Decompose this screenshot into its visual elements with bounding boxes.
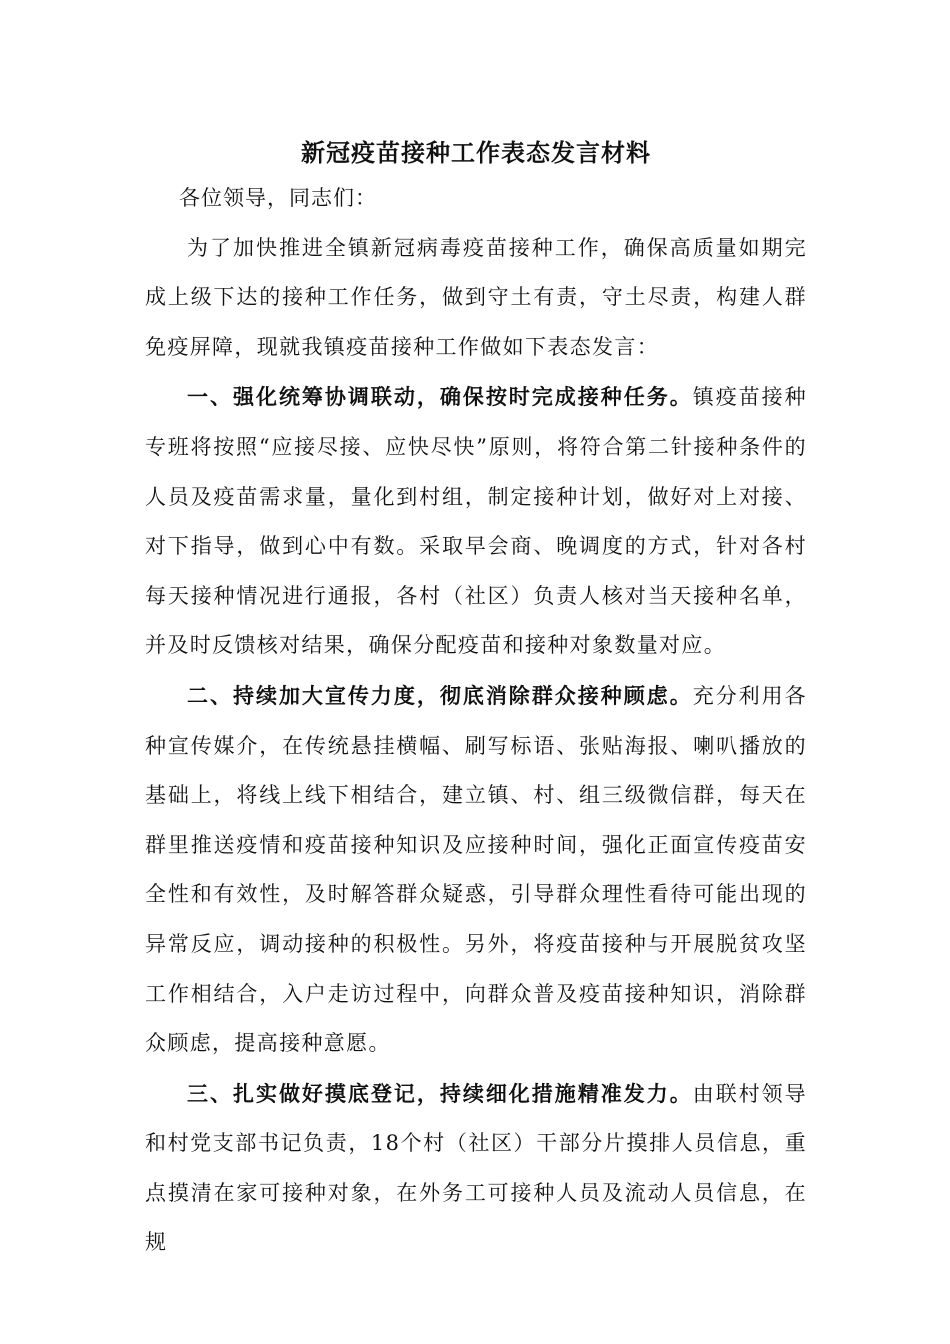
document-body xyxy=(145,132,807,1268)
document-title: 新冠疫苗接种工作表态发言材料 xyxy=(301,138,651,167)
section-2-paragraph xyxy=(145,671,807,1069)
section-1-body: 镇疫苗接种专班将按照“应接尽接、应快尽快”原则，将符合第二针接种条件的人员及疫苗需求量，量化到村组，制定接种计划，做好对上对接、对下指导，做到心中有数。采取早会商、晚调度的方式，针对各村每天接种情况进行通报，各村（社区）负责人核对当天接种名单，并及时反馈核对结果，确保分配疫苗和接种对象数量对应。 xyxy=(145,385,807,658)
section-2-heading: 二、持续加大宣传力度，彻底消除群众接种顾虑。 xyxy=(187,682,693,708)
section-3-heading: 三、扎实做好摸底登记，持续细化措施精准发力。 xyxy=(187,1080,693,1106)
section-3-body: 由联村领导和村党支部书记负责，18个村（社区）干部分片摸排人员信息，重点摸清在家可接种对象，在外务工可接种人员及流动人员信息，在规 xyxy=(145,1081,807,1255)
section-2-body: 充分利用各种宣传媒介，在传统悬挂横幅、刷写标语、张贴海报、喇叭播放的基础上，将线上线下相结合，建立镇、村、组三级微信群，每天在群里推送疫情和疫苗接种知识及应接种时间，强化正面宣传疫苗安全性和有效性，及时解答群众疑惑，引导群众理性看待可能出现的异常反应，调动接种的积极性。另外，将疫苗接种与开展脱贫攻坚工作相结合，入户走访过程中，向群众普及疫苗接种知识，消除群众顾虑，提高接种意愿。 xyxy=(145,683,807,1056)
section-1-heading: 一、强化统筹协调联动，确保按时完成接种任务。 xyxy=(187,384,693,410)
greeting: 各位领导，同志们： xyxy=(179,186,377,210)
section-3-paragraph xyxy=(145,1069,807,1268)
intro-paragraph: 为了加快推进全镇新冠病毒疫苗接种工作，确保高质量如期完成上级下达的接种工作任务，做到守土有责，守土尽责，构建人群免疫屏障，现就我镇疫苗接种工作做如下表态发言： xyxy=(145,235,807,359)
section-1-paragraph xyxy=(145,372,807,671)
